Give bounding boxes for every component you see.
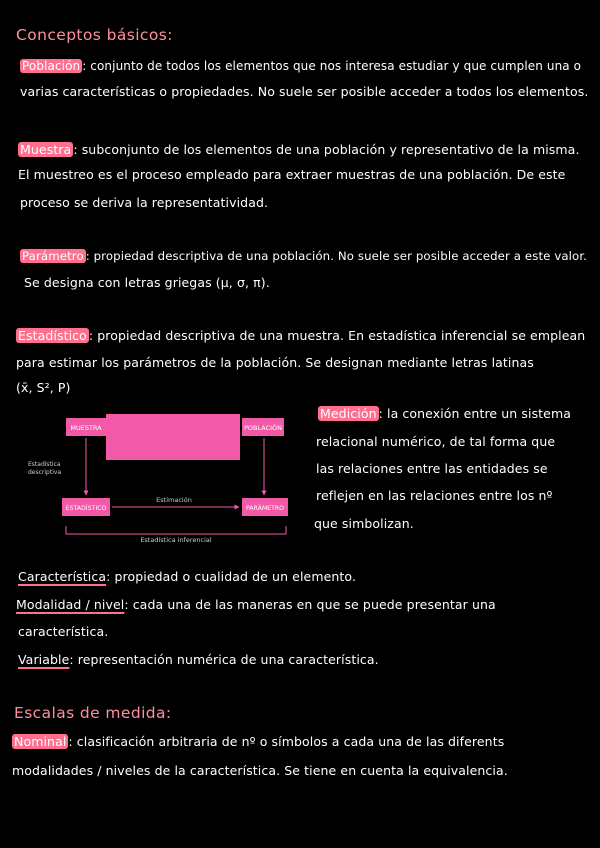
poblacion-label: POBLACIÓN xyxy=(243,424,283,432)
term-variable: Variable xyxy=(18,652,70,667)
term-nominal: Nominal xyxy=(14,734,67,749)
estadistica-diagram xyxy=(26,410,296,550)
term-medicion: Medición xyxy=(320,406,377,421)
term-modalidad: Modalidad / nivel xyxy=(16,597,125,612)
medicion-line-1: Medición : la conexión entre un sistema xyxy=(320,406,572,421)
section-heading-escalas: Escalas de medida: xyxy=(14,704,172,722)
population-box xyxy=(106,414,240,460)
nominal-line-2: modalidades / niveles de la característica. Se tiene en cuenta la equivalencia. xyxy=(12,763,508,778)
inferencial-bracket xyxy=(66,526,286,534)
descriptiva-label-2: descriptiva xyxy=(28,469,62,476)
caracteristica-line-1: Característica: propiedad o cualidad de un elemento. xyxy=(18,569,357,584)
term-estadistico: Estadístico xyxy=(18,328,87,343)
medicion-line-2: relacional numérico, de tal forma que xyxy=(316,434,556,449)
estadistico-line-1: Estadístico : propiedad descriptiva de una muestra. En estadística inferencial se emplean xyxy=(18,328,586,343)
modalidad-line-2: característica. xyxy=(18,624,109,639)
muestra-label: MUESTRA xyxy=(70,424,102,432)
estimacion-label: Estimación xyxy=(156,496,192,504)
estadistico-line-3: (x̄, S², P) xyxy=(16,380,71,395)
muestra-line-3: proceso se deriva la representatividad. xyxy=(20,195,269,210)
term-muestra: Muestra xyxy=(20,142,72,157)
muestra-line-1: Muestra : subconjunto de los elementos de una población y representativo de la misma. xyxy=(20,142,580,157)
inferencial-label: Estadística inferencial xyxy=(140,536,212,544)
term-parametro: Parámetro xyxy=(22,249,84,263)
parametro-line-2: Se designa con letras griegas (μ, σ, π). xyxy=(24,275,270,290)
descriptiva-label-1: Estadística xyxy=(28,461,61,468)
diagram-svg xyxy=(26,410,296,550)
poblacion-line-2: varias características o propiedades. No suele ser posible acceder a todos los elementos. xyxy=(20,84,589,99)
muestra-line-2: El muestreo es el proceso empleado para extraer muestras de una población. De este xyxy=(18,167,566,182)
parametro-label: PARÁMETRO xyxy=(245,505,285,512)
estadistico-label: ESTADÍSTICO xyxy=(65,505,107,512)
section-heading-conceptos: Conceptos básicos: xyxy=(16,26,173,44)
estadistico-line-2: para estimar los parámetros de la población. Se designan mediante letras latinas xyxy=(16,355,534,370)
poblacion-line-1: Población : conjunto de todos los elementos que nos interesa estudiar y que cumplen una o xyxy=(22,59,582,73)
term-poblacion: Población xyxy=(22,59,81,73)
medicion-line-3: las relaciones entre las entidades se xyxy=(316,461,548,476)
medicion-line-5: que simbolizan. xyxy=(314,516,414,531)
modalidad-line-1: Modalidad / nivel: cada una de las maneras en que se puede presentar una xyxy=(16,597,496,612)
parametro-line-1: Parámetro : propiedad descriptiva de una población. No suele ser posible acceder a este valor. xyxy=(22,249,588,263)
medicion-line-4: reflejen en las relaciones entre los nº xyxy=(316,488,553,503)
variable-line-1: Variable: representación numérica de una característica. xyxy=(18,652,379,667)
term-caracteristica: Característica xyxy=(18,569,107,584)
nominal-line-1: Nominal : clasificación arbitraria de nº o símbolos a cada una de las diferents xyxy=(14,734,505,749)
